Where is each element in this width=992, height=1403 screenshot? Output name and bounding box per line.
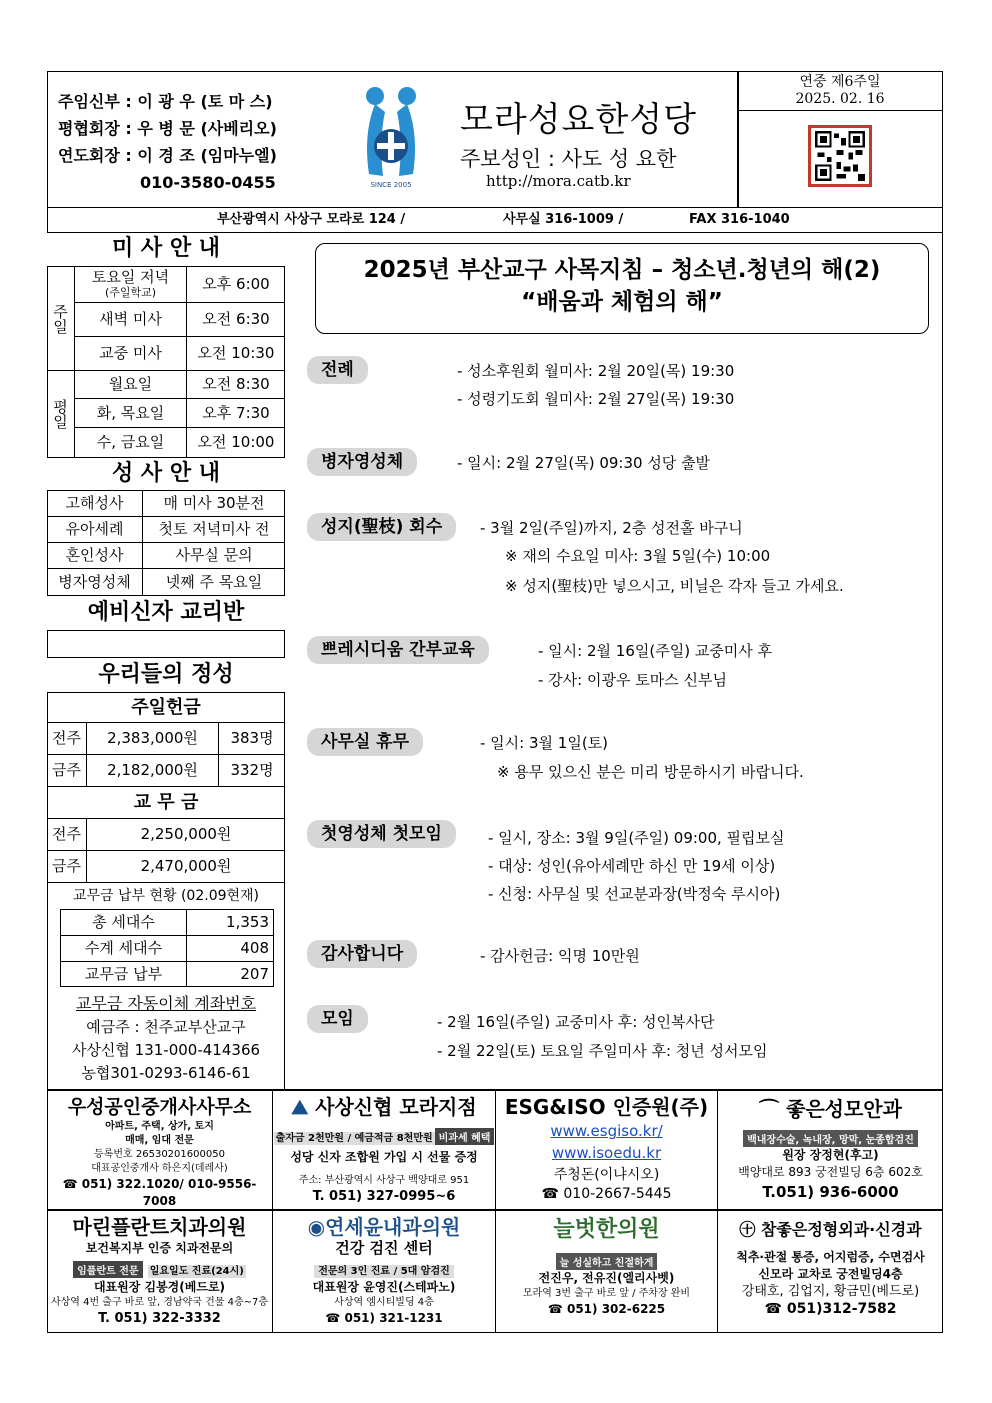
- mass-row: [75, 303, 285, 337]
- office-phone: 사무실 316-1009 /: [503, 212, 624, 227]
- status-row: [61, 962, 273, 986]
- ad-phone: ☎ 010-2667-5445: [541, 1186, 672, 1202]
- notice-line: - 감사헌금: 익명 10만원: [480, 947, 640, 965]
- notice-line: - 일시: 2월 27일(목) 09:30 성당 출발: [457, 454, 711, 472]
- issue-date: 2025. 02. 16: [795, 91, 885, 107]
- notice-line: ※ 성지(聖枝)만 넣으시고, 비닐은 각자 들고 가세요.: [505, 577, 844, 595]
- fax: FAX 316-1040: [689, 212, 790, 227]
- parish-logo: [345, 84, 437, 190]
- auto-transfer-title: 교무금 자동이체 계좌번호: [75, 994, 257, 1013]
- ad-phone: T. 051) 322-3332: [98, 1311, 221, 1326]
- mass-row: [75, 399, 285, 428]
- clinic-logo-icon: ㊉: [739, 1220, 756, 1239]
- status-row: [61, 936, 273, 962]
- ad-line: 대표공인중개사 하은지(데레사): [91, 1163, 228, 1174]
- notice-line: - 성령기도회 월미사: 2월 27일(목) 19:30: [457, 390, 735, 408]
- mass-day: 토요일 저녁: [91, 267, 170, 286]
- ad-link[interactable]: www.esgiso.kr/: [550, 1122, 663, 1140]
- notice-label: 감사합니다: [307, 940, 417, 968]
- offering-title: 우리들의 정성: [47, 657, 285, 693]
- notice-line: ※ 재의 수요일 미사: 3월 5일(수) 10:00: [505, 547, 771, 565]
- status-value: 1,353: [226, 913, 269, 931]
- ad-name: 마린플란트치과의원: [72, 1215, 247, 1239]
- ad-line: 주청돈(이냐시오): [553, 1167, 660, 1183]
- ad-phone: T.051) 936-6000: [762, 1183, 899, 1201]
- ad-line: 보건복지부 인증 치과전문의: [85, 1241, 234, 1255]
- notice-line: - 강사: 이광우 토마스 신부님: [538, 671, 727, 689]
- ad-line: 백양대로 893 궁전빌딩 6층 602호: [738, 1165, 923, 1179]
- notice-label: 성지(聖枝) 회수: [307, 513, 456, 541]
- ad-dental[interactable]: [47, 1211, 273, 1333]
- notice-line: - 일시: 2월 16일(주일) 교중미사 후: [538, 642, 773, 660]
- catechumen-blank: [47, 631, 285, 657]
- ad-line: 아파트, 주택, 상가, 토지: [105, 1121, 214, 1132]
- dues-row: [47, 819, 285, 851]
- status-label: 교무금 납부: [61, 962, 187, 986]
- ad-line: 사상역 엠시티빌딩 4층: [334, 1297, 434, 1308]
- offering-count: 383명: [230, 729, 274, 747]
- parish-admin: 연도회장 : 이 경 조 (임마누엘): [58, 146, 277, 165]
- dues-status-table: [60, 909, 274, 987]
- ad-phone: ☎ 051) 302-6225: [547, 1302, 666, 1316]
- ad-name: 좋은성모안과: [786, 1097, 902, 1121]
- offering-label: 금주: [47, 755, 87, 786]
- notice-label: 쁘레시디움 간부교육: [307, 636, 489, 664]
- ad-eye-clinic[interactable]: [718, 1090, 943, 1209]
- dues-row: [47, 851, 285, 883]
- sacrament-row: [47, 569, 285, 595]
- clinic-logo-icon: ◉: [307, 1215, 326, 1239]
- ad-line: 모라역 3번 출구 바로 앞 / 주차장 완비: [522, 1288, 691, 1299]
- mass-title: 미 사 안 내: [47, 233, 285, 267]
- ad-line: 성당 신자 조합원 가입 시 선물 증정: [290, 1150, 478, 1164]
- catechumen-title: 예비신자 교리반: [47, 595, 285, 631]
- patron-saint: 주보성인 : 사도 성 요한: [460, 147, 677, 171]
- ad-phone: ☎ 051) 321-1231: [325, 1311, 443, 1325]
- ad-line: 전진우, 전유진(엘리사벳): [538, 1271, 675, 1285]
- weekday-label: 평일: [47, 371, 75, 457]
- ad-line: 대표원장 윤영진(스테파노): [312, 1280, 456, 1294]
- dues-title: 교 무 금: [47, 787, 285, 819]
- ad-badge: 비과세 혜택: [435, 1128, 495, 1145]
- left-column: [47, 233, 285, 1089]
- ad-line: 신모라 교차로 궁전빌딩4층: [758, 1267, 903, 1281]
- ad-line: 매매, 임대 전문: [125, 1135, 194, 1146]
- ad-name: 참좋은정형외과·신경과: [760, 1220, 922, 1239]
- eye-icon: ⌒: [759, 1097, 780, 1121]
- parish-name: 모라성요한성당: [460, 100, 697, 140]
- mass-day: 수, 금요일: [75, 428, 187, 457]
- ad-esg-iso[interactable]: [496, 1090, 718, 1209]
- ad-link[interactable]: www.isoedu.kr: [551, 1144, 662, 1162]
- credit-union-icon: ⛰: [291, 1095, 309, 1119]
- mass-day: 월요일: [75, 371, 187, 398]
- mass-row: [75, 428, 285, 457]
- sacrament-row: [47, 517, 285, 543]
- liturgical-week: 연중 제6주일: [799, 74, 881, 90]
- ad-line: 주소: 부산광역시 사상구 백양대로 951: [298, 1175, 470, 1186]
- ad-badge: 늘 성실하고 친절하게: [556, 1253, 658, 1270]
- notice-line: - 대상: 성인(유아세례만 하신 만 19세 이상): [488, 857, 776, 875]
- mass-time: 오전 6:30: [202, 310, 270, 328]
- ad-badge: 전문의 3인 진료 / 5대 암검진: [314, 1265, 454, 1278]
- ad-badge: 일요일도 진료(24시): [149, 1266, 244, 1277]
- notice-line: - 일시, 장소: 3월 9일(주일) 09:00, 필립보실: [488, 829, 785, 847]
- qr-code-icon[interactable]: [808, 125, 872, 187]
- mass-time: 오전 10:30: [197, 344, 275, 362]
- ad-name: ESG&ISO 인증원(주): [504, 1095, 709, 1119]
- sacrament-info: 사무실 문의: [175, 546, 253, 564]
- mass-row: [75, 371, 285, 399]
- mass-day-sub: (주일학교): [104, 285, 157, 299]
- ad-oriental-clinic[interactable]: [496, 1211, 718, 1333]
- ad-phone: T. 051) 327-0995~6: [312, 1189, 456, 1204]
- sacrament-info: 첫토 저녁미사 전: [158, 520, 270, 538]
- offering-label: 전주: [47, 723, 87, 754]
- notice-label: 병자영성체: [307, 448, 417, 476]
- notice-label: 사무실 휴무: [307, 728, 423, 756]
- mass-time: 오후 7:30: [202, 403, 270, 422]
- dues-amount: 2,250,000원: [140, 825, 232, 843]
- mass-row: [75, 267, 285, 303]
- date-box: [737, 71, 943, 111]
- mass-time: 오후 6:00: [202, 275, 270, 293]
- account-shinhyup: 사상신협 131-000-414366: [71, 1041, 261, 1059]
- ad-line: 등록번호 26530201600050: [94, 1149, 225, 1160]
- sunday-label: 주일: [47, 267, 75, 371]
- ad-line: 사상역 4번 출구 바로 앞, 경남약국 건물 4층~7층: [50, 1297, 269, 1308]
- address: 부산광역시 사상구 모라로 124 /: [217, 212, 406, 227]
- ad-credit-union[interactable]: [273, 1090, 496, 1209]
- offering-amount: 2,182,000원: [87, 755, 219, 786]
- sacrament-info: 넷째 주 목요일: [165, 572, 263, 591]
- notice-line: - 3월 2일(주일)까지, 2층 성전홀 바구니: [480, 519, 743, 537]
- mass-day: 새벽 미사: [75, 303, 187, 336]
- notice-line: - 2월 22일(토) 토요일 주일미사 후: 청년 성서모임: [437, 1042, 768, 1060]
- ad-line: 원장 장정현(후고): [782, 1148, 879, 1162]
- sunday-offering-title: 주일헌금: [47, 693, 285, 723]
- account-holder: 예금주 : 천주교부산교구: [86, 1018, 246, 1036]
- header-officers: [58, 88, 277, 196]
- status-row: [61, 910, 273, 936]
- ad-name: 늘벗한의원: [553, 1217, 660, 1242]
- account-nh: 농협301-0293-6146-61: [81, 1064, 251, 1082]
- sacrament-name: 유아세례: [47, 517, 143, 542]
- notice-label: 첫영성체 첫모임: [307, 820, 456, 848]
- parish-phone: 010-3580-0455: [140, 173, 276, 192]
- address-bar: [47, 207, 943, 233]
- notice-label: 모임: [307, 1005, 368, 1033]
- council-president: 평협회장 : 우 병 문 (사베리오): [58, 119, 277, 138]
- ad-internal-medicine[interactable]: [273, 1211, 496, 1333]
- sacrament-name: 고해성사: [47, 491, 143, 516]
- status-label: 수계 세대수: [61, 936, 187, 961]
- ad-orthopedics[interactable]: [718, 1211, 943, 1333]
- ad-line: 대표원장 김봉경(베드로): [93, 1280, 226, 1294]
- logo-since: SINCE 2005: [370, 181, 412, 189]
- ad-name: 사상신협 모라지점: [315, 1095, 477, 1119]
- ad-phone: ☎ 051) 322.1020/ 010-9556-7008: [62, 1177, 257, 1208]
- ad-name: 연세윤내과의원: [325, 1215, 461, 1239]
- ad-badge: 임플란트 전문: [73, 1261, 142, 1278]
- notice-line: - 성소후원회 월미사: 2월 20일(목) 19:30: [457, 362, 735, 380]
- offering-row: [47, 755, 285, 787]
- sacrament-row: [47, 491, 285, 517]
- ad-phone: ☎ 051)312-7582: [764, 1301, 897, 1317]
- dues-status-title: 교무금 납부 현황 (02.09현재): [72, 888, 260, 904]
- ad-line: 출자금 2천만원 / 예금적금 8천만원: [275, 1133, 433, 1144]
- pastoral-title: 2025년 부산교구 사목지침 – 청소년.청년의 해(2): [363, 257, 881, 283]
- sacrament-info: 매 미사 30분전: [163, 494, 265, 512]
- dues-label: 전주: [47, 819, 87, 850]
- sacrament-row: [47, 543, 285, 569]
- pastoral-title-box: [315, 243, 929, 334]
- sacraments-title: 성 사 안 내: [47, 457, 285, 491]
- notice-line: - 신청: 사무실 및 선교분과장(박정숙 루시아): [488, 885, 781, 903]
- sacrament-name: 혼인성사: [47, 543, 143, 568]
- mass-time: 오전 10:00: [197, 433, 275, 451]
- ad-line: 건강 검진 센터: [335, 1239, 433, 1257]
- status-value: 408: [240, 939, 269, 957]
- mass-row: [75, 337, 285, 371]
- notice-line: - 일시: 3월 1일(토): [480, 734, 609, 752]
- notice-label: 전례: [307, 356, 368, 384]
- status-label: 총 세대수: [61, 910, 187, 935]
- sacrament-name: 병자영성체: [47, 569, 143, 595]
- pastoral-subtitle: “배움과 체험의 해”: [521, 289, 723, 315]
- ad-realestate[interactable]: [47, 1090, 273, 1209]
- dues-amount: 2,470,000원: [140, 857, 232, 875]
- offering-amount: 2,383,000원: [87, 723, 219, 754]
- notice-line: ※ 용무 있으신 분은 미리 방문하시기 바랍니다.: [497, 763, 804, 781]
- mass-day: 교중 미사: [75, 337, 187, 370]
- status-value: 207: [240, 964, 269, 983]
- mass-day: 화, 목요일: [75, 399, 187, 427]
- offering-count: 332명: [230, 761, 274, 779]
- ad-line: 척추·관절 통증, 어지럼증, 수면검사: [736, 1250, 925, 1264]
- ad-name: 우성공인중개사사무소: [67, 1096, 252, 1118]
- mass-time: 오전 8:30: [202, 375, 270, 393]
- offering-row: [47, 723, 285, 755]
- notice-line: - 2월 16일(주일) 교중미사 후: 성인복사단: [437, 1013, 715, 1031]
- pastor: 주임신부 : 이 광 우 (토 마 스): [58, 92, 273, 111]
- ad-badge: 백내장수술, 녹내장, 망막, 눈종합검진: [743, 1130, 918, 1147]
- ad-line: 강태호, 김업지, 황금민(베드로): [741, 1284, 920, 1299]
- parish-url[interactable]: http://mora.catb.kr: [486, 172, 631, 190]
- dues-label: 금주: [47, 851, 87, 882]
